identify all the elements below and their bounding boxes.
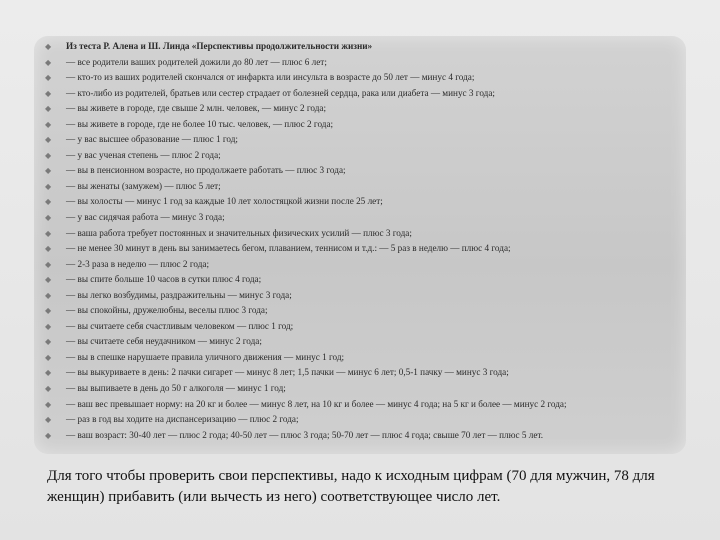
list-item xyxy=(44,428,684,444)
bullet-icon: ◆ xyxy=(45,88,52,98)
bullet-icon: ◆ xyxy=(45,430,52,440)
list-item xyxy=(44,70,684,86)
bullet-icon: ◆ xyxy=(45,197,52,207)
list-title xyxy=(44,39,684,55)
list-item xyxy=(44,194,684,210)
bullet-icon: ◆ xyxy=(45,384,52,394)
bullet-icon: ◆ xyxy=(45,150,52,160)
list-item xyxy=(44,132,684,148)
list-item-text: — ваш возраст: 30-40 лет — плюс 2 года; 40-50 лет — плюс 3 года; 50-70 лет — плюс 4 года; свыше 70 лет — плюс 5 лет. xyxy=(66,429,544,440)
list-item xyxy=(44,365,684,381)
list-item xyxy=(44,55,684,71)
list-item-text: — вы легко возбудимы, раздражительны — минус 3 года; xyxy=(66,289,292,300)
list-item-text: — вы считаете себя счастливым человеком — плюс 1 год; xyxy=(66,320,294,331)
bullet-icon: ◆ xyxy=(45,352,52,362)
list-item xyxy=(44,412,684,428)
list-item xyxy=(44,86,684,102)
list-item-text: — вы холосты — минус 1 год за каждые 10 лет холостяцкой жизни после 25 лет; xyxy=(66,196,383,207)
bullet-icon: ◆ xyxy=(45,399,52,409)
list-item-text: — вы живете в городе, где не более 10 тыс. человек, — плюс 2 года; xyxy=(66,118,334,129)
bullet-icon: ◆ xyxy=(45,259,52,269)
list-item xyxy=(44,350,684,366)
conclusion-text: Для того чтобы проверить свои перспективы, надо к исходным цифрам (70 для мужчин, 78 для женщин) прибавить (или вычесть из него) соответствующее число лет. xyxy=(47,468,655,505)
list-item-text: — ваш вес превышает норму: на 20 кг и более — минус 8 лет, на 10 кг и более — минус 4 года; на 5 кг и более — минус 2 года; xyxy=(66,398,567,409)
list-item-text: — у вас сидячая работа — минус 3 года; xyxy=(66,212,225,223)
list-item-text: — 2-3 раза в неделю — плюс 2 года; xyxy=(66,258,209,269)
bullet-icon: ◆ xyxy=(45,306,52,316)
list-item-text: — все родители ваших родителей дожили до 80 лет — плюс 6 лет; xyxy=(66,56,327,67)
list-item-text: — вы женаты (замужем) — плюс 5 лет; xyxy=(66,180,221,191)
bullet-icon: ◆ xyxy=(45,290,52,300)
list-item-text: — вы выпиваете в день до 50 г алкоголя — минус 1 год; xyxy=(66,383,286,394)
list-item xyxy=(44,226,684,242)
bullet-list xyxy=(44,39,684,443)
list-item-text: — вы в пенсионном возрасте, но продолжаете работать — плюс 3 года; xyxy=(66,165,346,176)
bullet-icon: ◆ xyxy=(45,244,52,254)
list-item xyxy=(44,148,684,164)
bullet-icon: ◆ xyxy=(45,181,52,191)
list-item xyxy=(44,163,684,179)
list-item xyxy=(44,288,684,304)
bullet-icon: ◆ xyxy=(45,213,52,223)
bullet-icon: ◆ xyxy=(45,368,52,378)
list-item xyxy=(44,257,684,273)
list-item-text: — у вас ученая степень — плюс 2 года; xyxy=(66,149,221,160)
list-item-text: — раз в год вы ходите на диспансеризацию — плюс 2 года; xyxy=(66,414,299,425)
bullet-icon: ◆ xyxy=(45,42,52,51)
bullet-icon: ◆ xyxy=(45,321,52,331)
bullet-icon: ◆ xyxy=(45,57,52,67)
bullet-icon: ◆ xyxy=(45,166,52,176)
list-item xyxy=(44,272,684,288)
list-item xyxy=(44,381,684,397)
list-item-text: Из теста Р. Алена и Ш. Линда «Перспективы продолжительности жизни» xyxy=(66,41,373,51)
list-item-text: — вы спокойны, дружелюбны, веселы плюс 3 года; xyxy=(66,305,268,316)
bullet-icon: ◆ xyxy=(45,104,52,114)
list-item xyxy=(44,101,684,117)
bullet-icon: ◆ xyxy=(45,275,52,285)
list-item xyxy=(44,210,684,226)
list-item-text: — вы считаете себя неудачником — минус 2 года; xyxy=(66,336,262,347)
list-item-text: — вы выкуриваете в день: 2 пачки сигарет — минус 8 лет; 1,5 пачки — минус 6 лет; 0,5-1 пачку — минус 3 года; xyxy=(66,367,509,378)
list-item xyxy=(44,241,684,257)
bullet-icon: ◆ xyxy=(45,337,52,347)
bullet-icon: ◆ xyxy=(45,228,52,238)
bullet-icon: ◆ xyxy=(45,119,52,129)
bullet-icon: ◆ xyxy=(45,415,52,425)
list-item-text: — вы в спешке нарушаете правила уличного движения — минус 1 год; xyxy=(66,351,345,362)
list-item-text: — вы спите больше 10 часов в сутки плюс 4 года; xyxy=(66,274,262,285)
list-item-text: — ваша работа требует постоянных и значительных физических усилий — плюс 3 года; xyxy=(66,227,412,238)
list-item xyxy=(44,303,684,319)
list-item-text: — вы живете в городе, где свыше 2 млн. человек, — минус 2 года; xyxy=(66,103,327,114)
list-item xyxy=(44,334,684,350)
list-item-text: — не менее 30 минут в день вы занимаетесь бегом, плаванием, теннисом и т.д.: — 5 раз в неделю — плюс 4 года; xyxy=(66,243,511,254)
bullet-icon: ◆ xyxy=(45,135,52,145)
list-item xyxy=(44,397,684,413)
list-item-text: — кто-то из ваших родителей скончался от инфаркта или инсульта в возрасте до 50 лет — минус 4 года; xyxy=(66,72,475,83)
list-item xyxy=(44,117,684,133)
list-item-text: — у вас высшее образование — плюс 1 год; xyxy=(66,134,238,145)
list-item xyxy=(44,179,684,195)
bullet-icon: ◆ xyxy=(45,73,52,83)
list-item xyxy=(44,319,684,335)
list-item-text: — кто-либо из родителей, братьев или сестер страдает от болезней сердца, рака или диабета — минус 3 года; xyxy=(66,87,495,98)
